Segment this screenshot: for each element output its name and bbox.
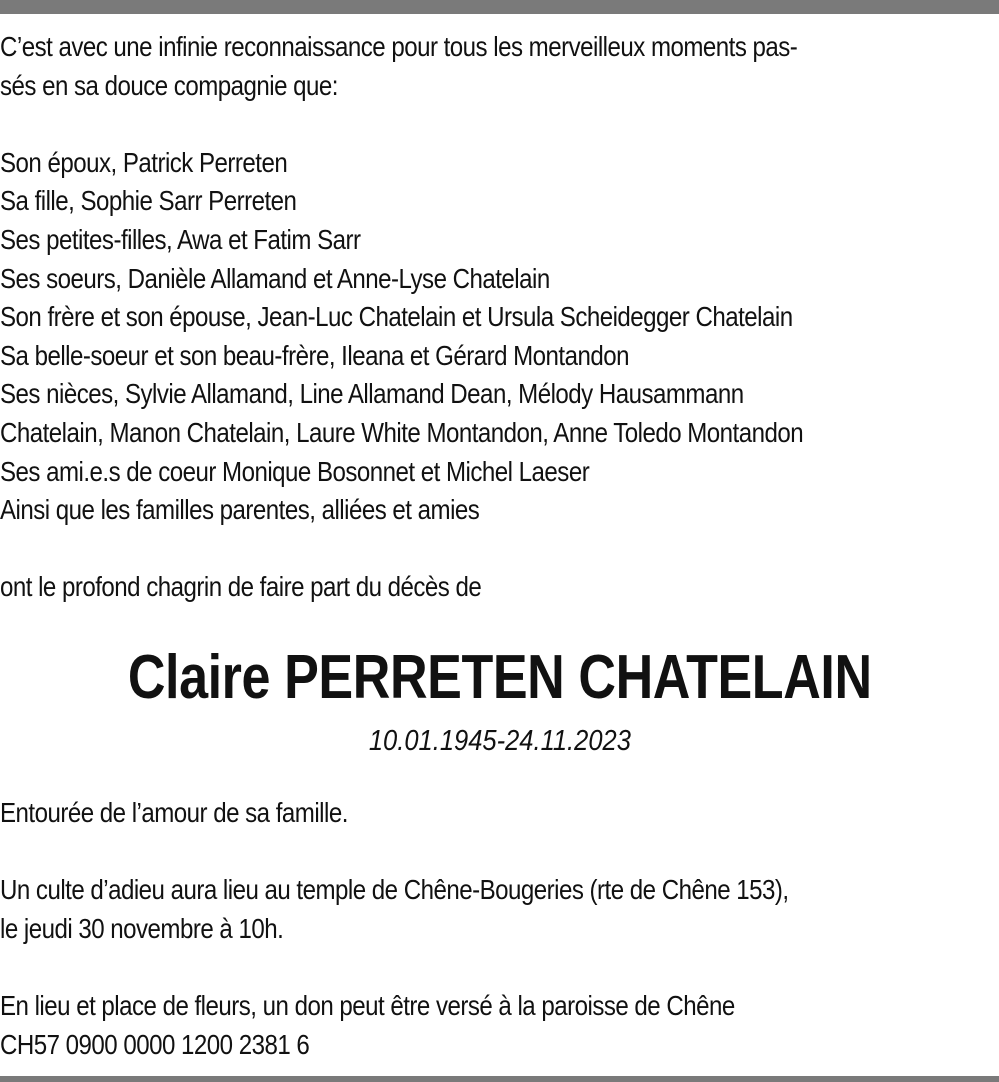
intro-line-2: sés en sa douce compagnie que: (0, 69, 338, 101)
family-line-10: Ainsi que les familles parentes, alliées et amies (0, 494, 480, 526)
top-divider (0, 0, 999, 14)
spacer (0, 833, 999, 872)
spacer (0, 530, 999, 569)
ceremony-line-1: Un culte d’adieu aura lieu au temple de Chêne-Bougeries (rte de Chêne 153), (0, 874, 789, 906)
surrounded-line: Entourée de l’amour de sa famille. (0, 797, 348, 828)
notice-upper-text (0, 28, 999, 607)
family-line-8: Chatelain, Manon Chatelain, Laure White Montandon, Anne Toledo Montandon (0, 416, 804, 448)
deceased-name (0, 640, 999, 716)
spacer (0, 105, 999, 144)
family-line-4: Ses soeurs, Danièle Allamand et Anne-Lyse Chatelain (0, 262, 550, 294)
donation-iban-line: CH57 0900 0000 1200 2381 6 (0, 1028, 310, 1060)
bottom-divider (0, 1076, 999, 1082)
family-line-1: Son époux, Patrick Perreten (0, 146, 288, 178)
deceased-name-text: Claire PERRETEN CHATELAIN (127, 643, 872, 712)
family-line-2: Sa fille, Sophie Sarr Perreten (0, 185, 297, 217)
notice-lower-text (0, 794, 999, 1064)
family-line-5: Son frère et son épouse, Jean-Luc Chatelain et Ursula Scheidegger Chatelain (0, 301, 793, 333)
spacer (0, 948, 999, 987)
family-line-7: Ses nièces, Sylvie Allamand, Line Allamand Dean, Mélody Hausammann (0, 378, 744, 410)
family-line-3: Ses petites-filles, Awa et Fatim Sarr (0, 223, 361, 255)
intro-line-1: C’est avec une infinie reconnaissance pour tous les merveilleux moments pas- (0, 31, 798, 62)
deceased-dates (0, 722, 999, 760)
donation-line-1: En lieu et place de fleurs, un don peut être versé à la paroisse de Chêne (0, 989, 735, 1021)
deceased-dates-text: 10.01.1945-24.11.2023 (368, 725, 631, 757)
ceremony-line-2: le jeudi 30 novembre à 10h. (0, 912, 284, 944)
announcement-line: ont le profond chagrin de faire part du décès de (0, 571, 482, 603)
family-line-9: Ses ami.e.s de coeur Monique Bosonnet et Michel Laeser (0, 455, 590, 487)
family-line-6: Sa belle-soeur et son beau-frère, Ileana et Gérard Montandon (0, 339, 629, 371)
